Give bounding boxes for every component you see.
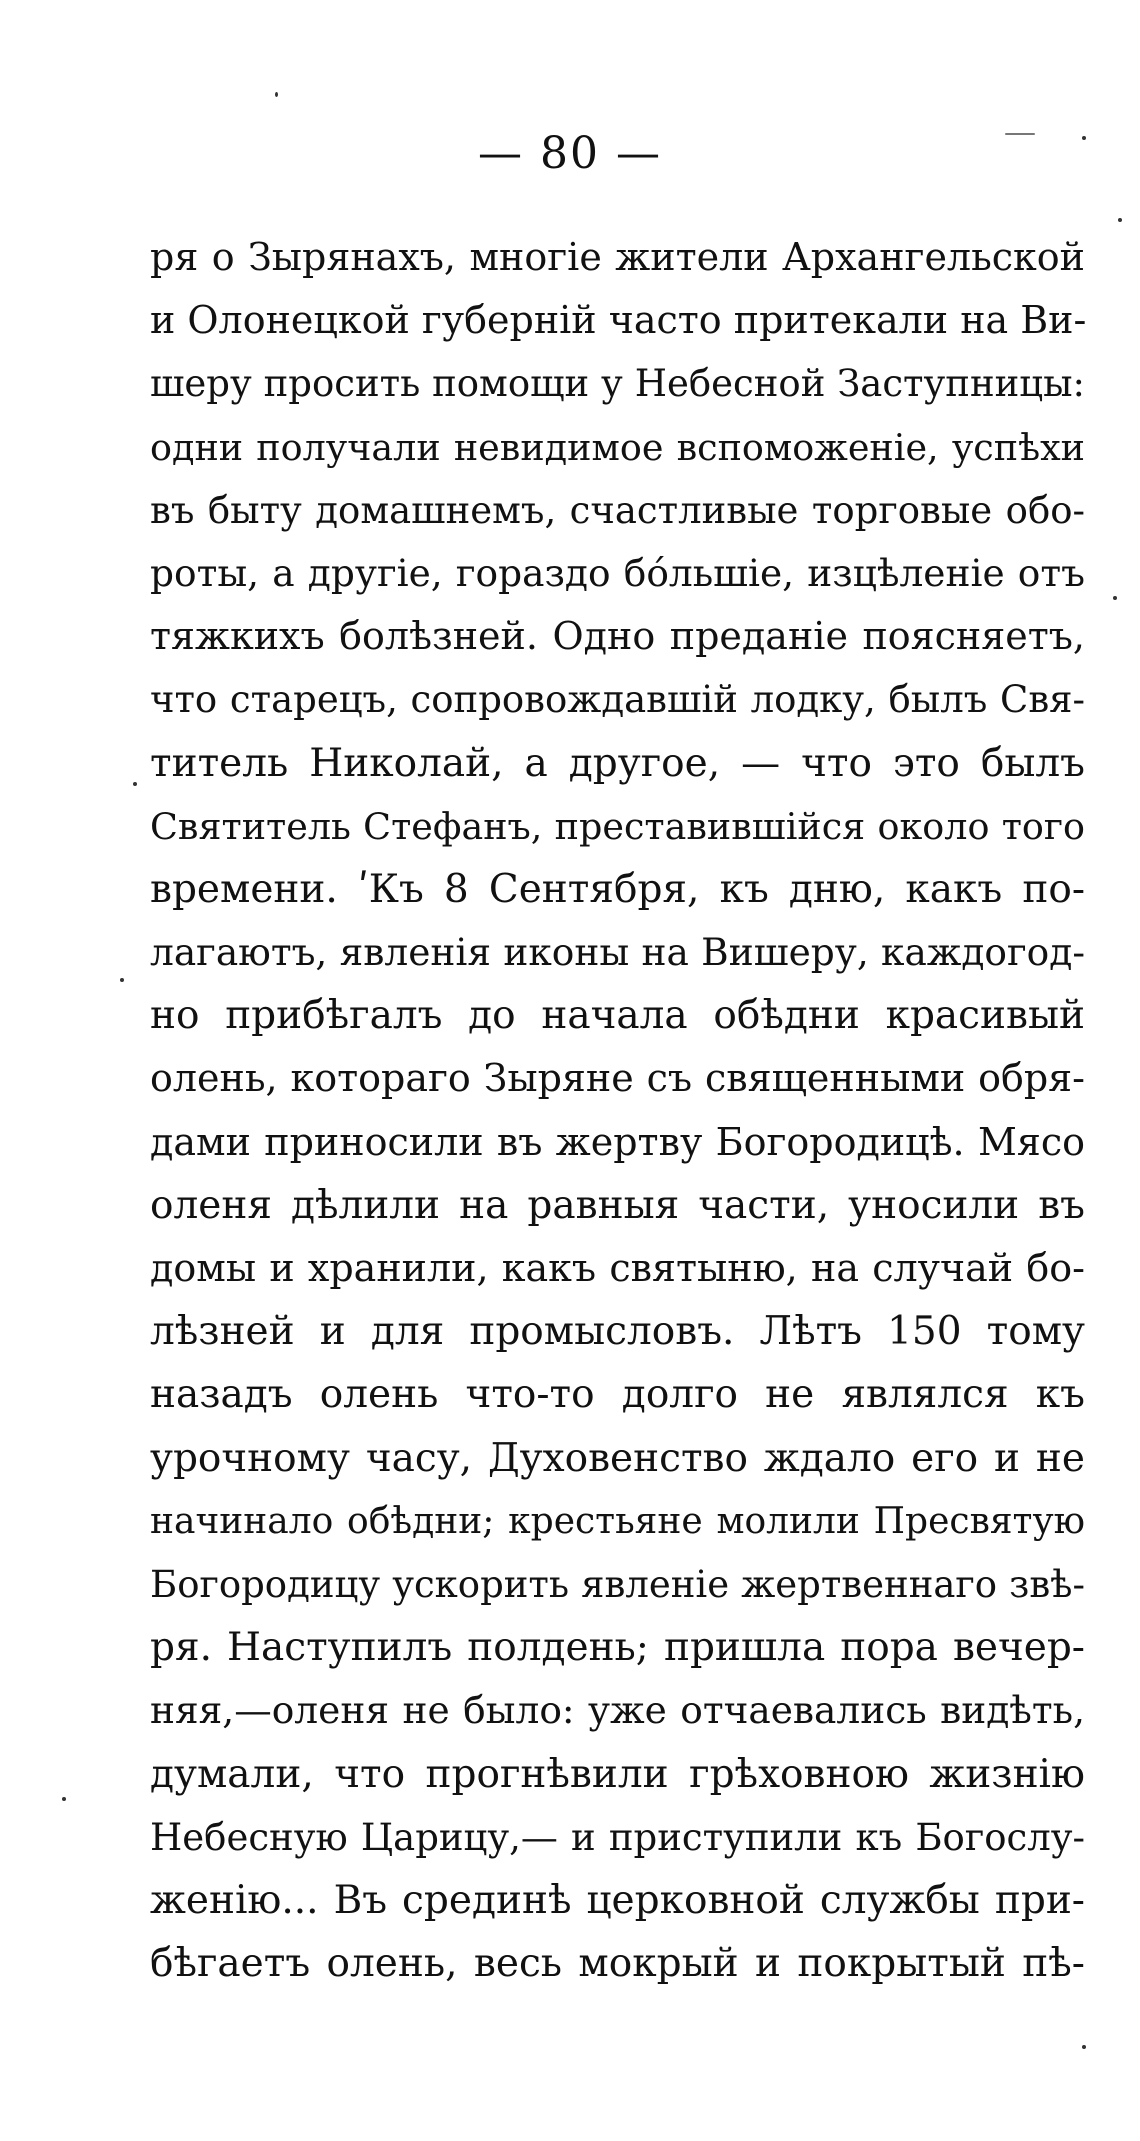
scan-speck bbox=[1082, 2045, 1086, 2049]
text-line: оленя дѣлили на равныя части, уносили въ bbox=[150, 1182, 1085, 1228]
text-line: дами приносили въ жертву Богородицѣ. Мясо bbox=[150, 1119, 1085, 1164]
scan-speck bbox=[133, 782, 137, 786]
text-line: что старецъ, сопровождавшiй лодку, былъ Свя- bbox=[150, 678, 1085, 722]
text-line: и Олонецкой губернiй часто притекали на Ви- bbox=[150, 298, 1087, 343]
scan-speck bbox=[62, 1797, 66, 1801]
scan-speck bbox=[1005, 133, 1035, 135]
text-line: лѣзней и для промысловъ. Лѣтъ 150 тому bbox=[150, 1309, 1085, 1355]
text-line: урочному часу, Духовенство ждало его и не bbox=[150, 1435, 1085, 1481]
text-line: олень, котораго Зыряне съ священными обря- bbox=[150, 1056, 1085, 1101]
text-line: ря о Зырянахъ, многiе жители Архангельской bbox=[150, 235, 1085, 279]
text-line: Святитель Стефанъ, преставившiйся около того bbox=[150, 804, 1085, 848]
text-line: лагаютъ, явленiя иконы на Вишеру, каждогод- bbox=[150, 930, 1085, 975]
scan-speck bbox=[1118, 218, 1122, 222]
text-line: времени. ʹКъ 8 Сентября, къ дню, какъ по- bbox=[150, 866, 1085, 912]
text-line: одни получали невидимое вспоможенiе, успѣхи bbox=[150, 425, 1085, 469]
page-number: — 80 — bbox=[478, 128, 662, 179]
text-line: думали, что прогнѣвили грѣховною жизнiю bbox=[150, 1751, 1085, 1797]
text-line: ря. Наступилъ полдень; пришла пора вечер- bbox=[150, 1625, 1085, 1671]
text-line: титель Николай, а другое, — что это былъ bbox=[150, 740, 1085, 786]
text-line: Богородицу ускорить явленiе жертвеннаго звѣ- bbox=[150, 1562, 1085, 1606]
text-line: женiю... Въ срединѣ церковной службы при- bbox=[150, 1877, 1085, 1923]
scan-speck bbox=[1082, 136, 1086, 140]
text-line: но прибѣгалъ до начала обѣдни красивый bbox=[150, 993, 1085, 1039]
scan-speck bbox=[1113, 596, 1117, 600]
scan-speck bbox=[275, 92, 278, 97]
text-line: роты, а другiе, гораздо бóльшiе, изцѣленiе отъ bbox=[150, 550, 1085, 595]
text-line: тяжкихъ болѣзней. Одно преданiе поясняетъ, bbox=[150, 614, 1085, 659]
text-line: няя,—оленя не было: уже отчаевались видѣть, bbox=[150, 1688, 1085, 1733]
text-line: шеру просить помощи у Небесной Заступницы: bbox=[150, 362, 1085, 406]
text-line: назадъ олень что-то долго не являлся къ bbox=[150, 1372, 1085, 1418]
text-line: Небесную Царицу,— и приступили къ Богослу- bbox=[150, 1815, 1085, 1859]
text-line: бѣгаетъ олень, весь мокрый и покрытый пѣ- bbox=[150, 1941, 1085, 1987]
text-line: въ быту домашнемъ, счастливые торговые обо- bbox=[150, 488, 1085, 532]
scan-speck bbox=[120, 978, 124, 982]
text-line: домы и хранили, какъ святыню, на случай бо- bbox=[150, 1246, 1085, 1290]
body-text bbox=[150, 226, 1085, 1995]
text-line: начинало обѣдни; крестьяне молили Пресвятую bbox=[150, 1500, 1085, 1542]
